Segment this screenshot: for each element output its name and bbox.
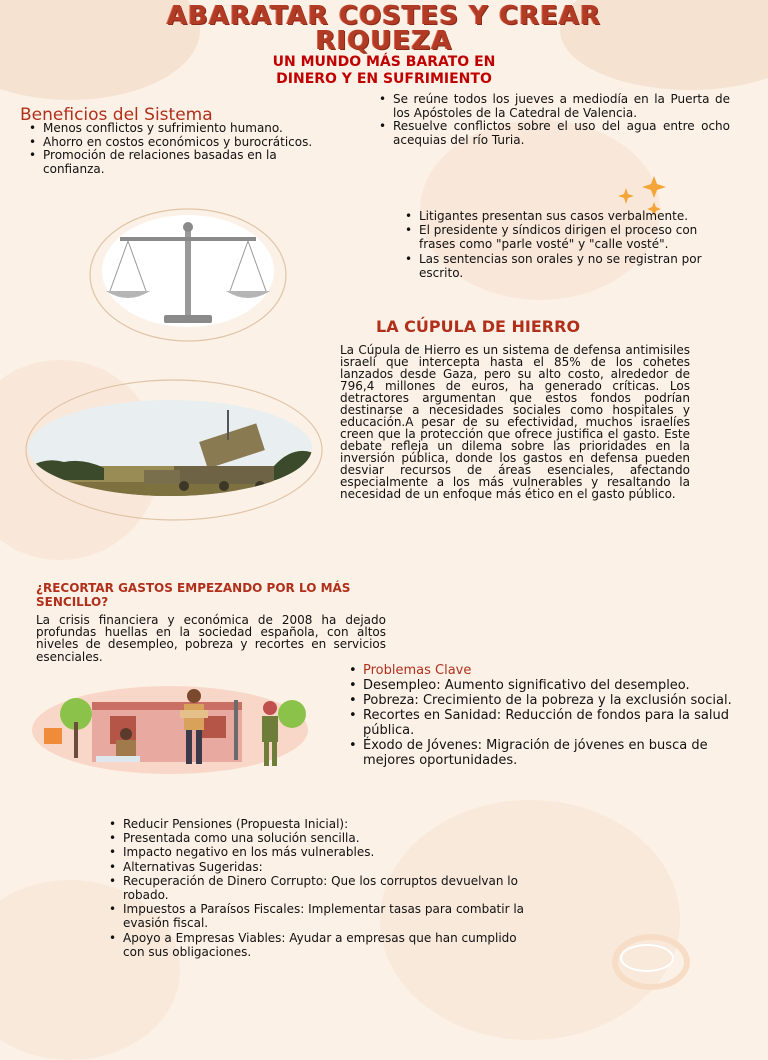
recortar-title: [36, 581, 350, 609]
list-item: • Presentada como una solución sencilla.: [106, 831, 526, 845]
decorative-ring: [620, 944, 674, 972]
iron-dome-launcher-image: [24, 370, 324, 522]
list-item: • Las sentencias son orales y no se registran por escrito.: [402, 252, 732, 280]
list-item: • Resuelve conflictos sobre el uso del agua entre ocho acequias del río Turia.: [376, 120, 730, 147]
list-item: • Impuestos a Paraísos Fiscales: Implementar tasas para combatir la evasión fiscal.: [106, 902, 526, 930]
list-item: • Recuperación de Dinero Corrupto: Que los corruptos devuelvan lo robado.: [106, 874, 526, 902]
list-item: • Recortes en Sanidad: Reducción de fondos para la salud pública.: [346, 708, 738, 738]
list-item: • Ahorro en costos económicos y burocráticos.: [26, 136, 326, 150]
recortar-title-line-2: SENCILLO?: [36, 595, 109, 609]
proposals-list: [106, 817, 526, 959]
list-item: • El presidente y síndicos dirigen el proceso con frases como "parle vosté" y "calle vosté".: [402, 223, 732, 251]
tribunal-process-list: [402, 209, 732, 280]
recortar-body: La crisis financiera y económica de 2008 ha dejado profundas huellas en la sociedad española, con altos niveles de desempleo, pobreza y recortes en servicios esenciales.: [36, 613, 386, 664]
list-item: • Apoyo a Empresas Viables: Ayudar a empresas que han cumplido con sus obligaciones.: [106, 931, 526, 959]
tribunal-list: [376, 93, 730, 147]
list-item: • Desempleo: Aumento significativo del desempleo.: [346, 678, 738, 693]
title-line-1: ABARATAR COSTES Y CREAR: [166, 1, 602, 31]
problems-title: • Problemas Clave: [346, 663, 738, 678]
list-item: • Éxodo de Jóvenes: Migración de jóvenes en busca de mejores oportunidades.: [346, 738, 738, 768]
page-subtitle: [0, 54, 768, 88]
page-title: [0, 1, 768, 56]
scales-of-justice-image: [88, 205, 293, 345]
subtitle-line-1: UN MUNDO MÁS BARATO EN: [272, 54, 496, 70]
benefits-list: [26, 122, 326, 176]
recortar-title-line-1: ¿RECORTAR GASTOS EMPEZANDO POR LO MÁS: [36, 581, 351, 595]
problems-list: [346, 663, 738, 768]
list-item: • Alternativas Sugeridas:: [106, 860, 526, 874]
list-item: • Reducir Pensiones (Propuesta Inicial):: [106, 817, 526, 831]
list-item: • Litigantes presentan sus casos verbalmente.: [402, 209, 732, 223]
list-item: • Impacto negativo en los más vulnerables.: [106, 845, 526, 859]
title-line-2: RIQUEZA: [315, 26, 453, 56]
list-item: • Se reúne todos los jueves a mediodía en la Puerta de los Apóstoles de la Catedral de Valencia.: [376, 93, 730, 120]
list-item: • Promoción de relaciones basadas en la confianza.: [26, 149, 326, 176]
subtitle-line-2: DINERO Y EN SUFRIMIENTO: [276, 71, 492, 87]
iron-dome-title: LA CÚPULA DE HIERRO: [376, 317, 581, 336]
iron-dome-body: La Cúpula de Hierro es un sistema de defensa antimisiles israelí que intercepta hasta el 85% de los cohetes lanzados desde Gaza, pero su alto costo, alrededor de 796,4 millones de euros, ha generado críticas. Los detractores argumentan que estos fondos podrían destinarse a necesidades sociales como hospitales y educación.A pesar de su efectividad, muchos israelíes creen que la protección que ofrece justifica el gasto. Este debate refleja un dilema sobre las prioridades en la inversión pública, donde los gastos en defensa pueden desviar recursos de áreas esenciales, afectando especialmente a los más vulnerables y resaltando la necesidad de un enfoque más ético en el gasto público.: [340, 343, 690, 501]
benefits-title: Beneficios del Sistema: [20, 105, 213, 125]
list-item: • Pobreza: Crecimiento de la pobreza y la exclusión social.: [346, 693, 738, 708]
list-item: • Menos conflictos y sufrimiento humano.: [26, 122, 326, 136]
poverty-street-illustration: [30, 684, 310, 776]
